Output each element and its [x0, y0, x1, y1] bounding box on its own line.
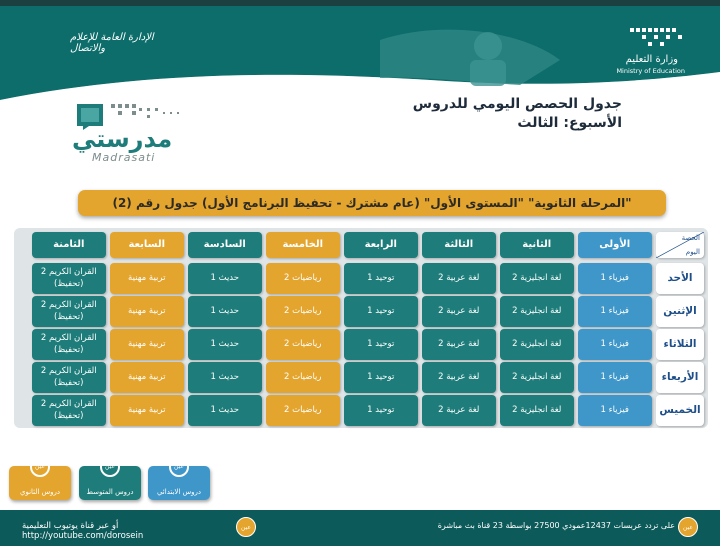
subject-cell: رياضيات 2 — [266, 362, 341, 393]
subject-cell: تربية مهنية — [110, 395, 185, 426]
period-header: السادسة — [188, 232, 263, 258]
subject-cell: توحيد 1 — [344, 395, 419, 426]
youtube-channel-text[interactable]: أو عبر قناة يوتيوب التعليمية http://youtube.com/dorosein — [22, 521, 144, 541]
madrasati-logo-arabic: مدرستي — [72, 125, 173, 153]
stage-label: دروس المتوسط — [86, 488, 134, 496]
subject-cell: القران الكريم 2 (تحفيظ) — [32, 362, 107, 393]
subject-cell: توحيد 1 — [344, 296, 419, 327]
subject-cell: فيزياء 1 — [578, 362, 653, 393]
madrasati-logo-english: Madrasati — [92, 151, 156, 164]
subject-cell: رياضيات 2 — [266, 296, 341, 327]
subject-cell: حديث 1 — [188, 395, 263, 426]
day-label: الأربعاء — [656, 362, 704, 393]
subject-cell: توحيد 1 — [344, 362, 419, 393]
subject-cell: حديث 1 — [188, 329, 263, 360]
day-label: الإثنين — [656, 296, 704, 327]
period-header: الرابعة — [344, 232, 419, 258]
program-banner: "المرحلة الثانوية" "المستوى الأول" (عام مشترك - تحفيظ البرنامج الأول) جدول رقم (2) — [78, 190, 666, 216]
daily-schedule-title: جدول الحصص اليومي للدروس — [412, 96, 622, 112]
subject-cell: لغة عربية 2 — [422, 395, 497, 426]
intermediate-lessons-button[interactable] — [79, 463, 141, 500]
period-header: الثامنة — [32, 232, 107, 258]
period-header: الثانية — [500, 232, 575, 258]
subject-cell: القران الكريم 2 (تحفيظ) — [32, 296, 107, 327]
subject-cell: لغة انجليزية 2 — [500, 263, 575, 294]
subject-cell: لغة انجليزية 2 — [500, 296, 575, 327]
period-header: الخامسة — [266, 232, 341, 258]
ein-channel-icon: عين — [678, 517, 698, 537]
satellite-frequency-text: على تردد عربسات 12437عمودي 27500 بواسطة 23 قناة بث مباشرة — [437, 521, 675, 530]
department-name: الإدارة العامة للإعلام والاتصال — [70, 32, 154, 54]
subject-cell: فيزياء 1 — [578, 329, 653, 360]
subject-cell: رياضيات 2 — [266, 395, 341, 426]
ein-channel-icon: عين — [236, 517, 256, 537]
ein-badge-icon: عين — [169, 457, 189, 477]
subject-cell: لغة عربية 2 — [422, 329, 497, 360]
day-label: الخميس — [656, 395, 704, 426]
subject-cell: حديث 1 — [188, 263, 263, 294]
subject-cell: لغة انجليزية 2 — [500, 362, 575, 393]
ein-badge-icon: عين — [100, 457, 120, 477]
subject-cell: لغة انجليزية 2 — [500, 395, 575, 426]
subject-cell: تربية مهنية — [110, 362, 185, 393]
subject-cell: حديث 1 — [188, 362, 263, 393]
subject-cell: لغة عربية 2 — [422, 296, 497, 327]
secondary-lessons-button[interactable] — [9, 463, 71, 500]
subject-cell: تربية مهنية — [110, 263, 185, 294]
subject-cell: فيزياء 1 — [578, 395, 653, 426]
primary-lessons-button[interactable] — [148, 463, 210, 500]
stage-label: دروس الابتدائي — [156, 488, 202, 496]
ein-badge-icon: عين — [30, 457, 50, 477]
ministry-name-english: Ministry of Education — [616, 67, 685, 75]
stage-label: دروس الثانوي — [19, 488, 60, 496]
ministry-name-arabic: وزارة التعليم — [625, 54, 678, 65]
period-header: الثالثة — [422, 232, 497, 258]
subject-cell: القران الكريم 2 (تحفيظ) — [32, 329, 107, 360]
subject-cell: القران الكريم 2 (تحفيظ) — [32, 395, 107, 426]
schedule-table — [14, 228, 708, 428]
subject-cell: رياضيات 2 — [266, 263, 341, 294]
corner-header — [656, 232, 704, 258]
subject-cell: لغة عربية 2 — [422, 362, 497, 393]
subject-cell: تربية مهنية — [110, 329, 185, 360]
subject-cell: فيزياء 1 — [578, 296, 653, 327]
corner-day-label: اليوم — [685, 248, 700, 256]
corner-period-label: الحصة — [681, 234, 700, 242]
subject-cell: رياضيات 2 — [266, 329, 341, 360]
period-header: السابعة — [110, 232, 185, 258]
subject-cell: القران الكريم 2 (تحفيظ) — [32, 263, 107, 294]
subject-cell: توحيد 1 — [344, 263, 419, 294]
subject-cell: توحيد 1 — [344, 329, 419, 360]
subject-cell: فيزياء 1 — [578, 263, 653, 294]
subject-cell: حديث 1 — [188, 296, 263, 327]
day-label: الأحد — [656, 263, 704, 294]
footer-bar — [0, 510, 720, 546]
period-header: الأولى — [578, 232, 653, 258]
subject-cell: لغة عربية 2 — [422, 263, 497, 294]
subject-cell: لغة انجليزية 2 — [500, 329, 575, 360]
day-label: الثلاثاء — [656, 329, 704, 360]
subject-cell: تربية مهنية — [110, 296, 185, 327]
week-title: الأسبوع: الثالث — [517, 115, 622, 131]
